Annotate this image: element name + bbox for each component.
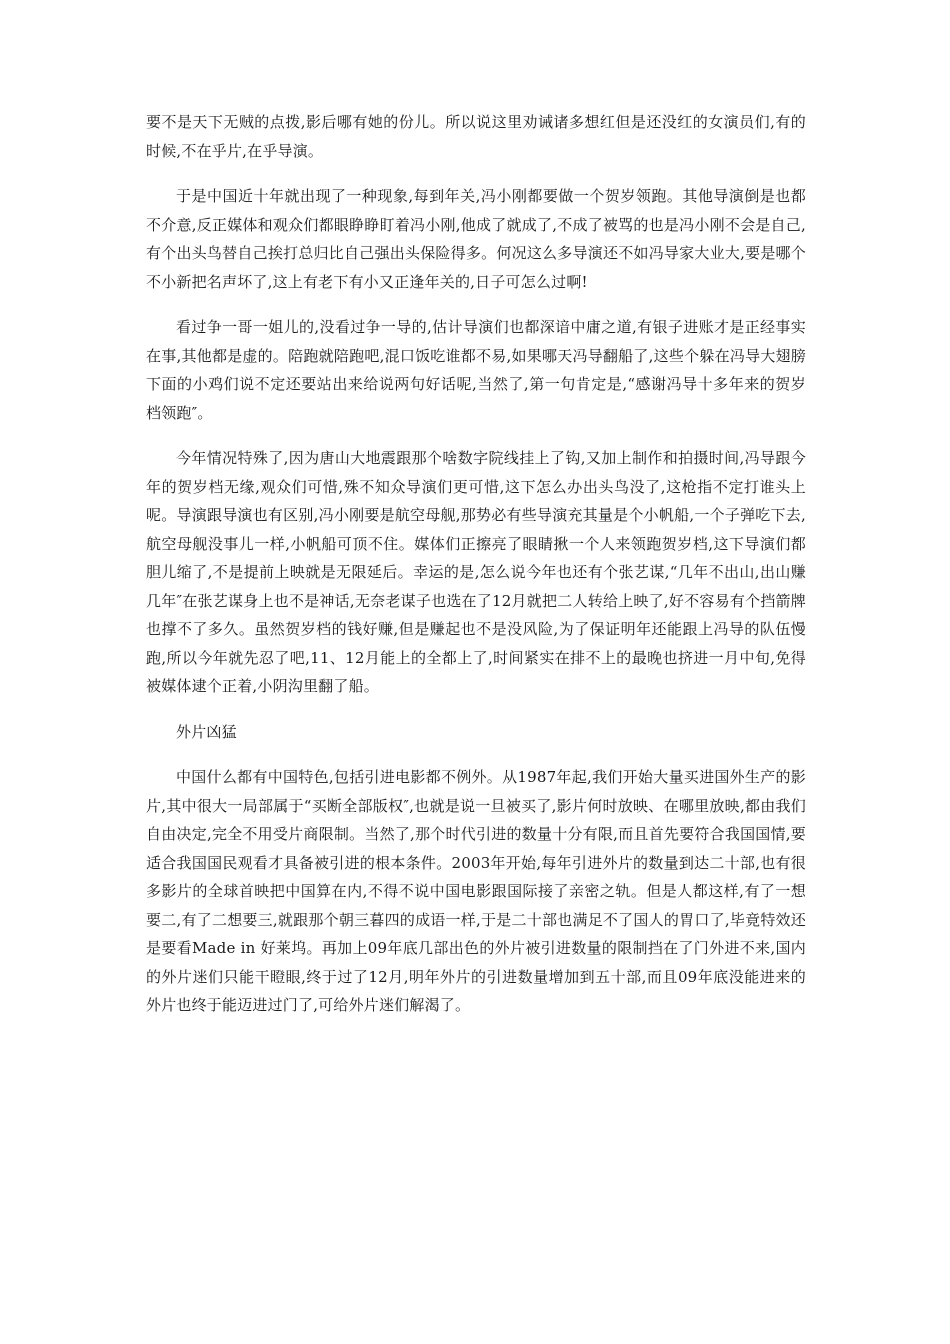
paragraph-this-year: 今年情况特殊了,因为唐山大地震跟那个啥数字院线挂上了钩,又加上制作和拍摄时间,冯导跟今年的贺岁档无缘,观众们可惜,殊不知众导演们更可惜,这下怎么办出头鸟没了,这枪指不定打谁头上呢。导演跟导演也有区别,冯小刚要是航空母舰,那势必有些导演充其量是个小帆船,一个子弹吃下去,航空母舰没事儿一样,小帆船可顶不住。媒体们正擦亮了眼睛揪一个人来领跑贺岁档,这下导演们都胆儿缩了,不是提前上映就是无限延后。幸运的是,怎么说今年也还有个张艺谋,“几年不出山,出山赚几年″在张艺谋身上也不是神话,无奈老谋子也选在了12月就把二人转给上映了,好不容易有个挡箭牌也撑不了多久。虽然贺岁档的钱好赚,但是赚起也不是没风险,为了保证明年还能跟上冯导的队伍慢跑,所以今年就先忍了吧,11、12月能上的全都上了,时间紧实在排不上的最晚也挤进一月中旬,免得被媒体逮个正着,小阴沟里翻了船。 <box>146 449 806 695</box>
document-page <box>146 108 806 1037</box>
paragraph-pacing: 看过争一哥一姐儿的,没看过争一导的,估计导演们也都深谙中庸之道,有银子进账才是正经事实在事,其他都是虚的。陪跑就陪跑吧,混口饭吃谁都不易,如果哪天冯导翻船了,这些个躲在冯导大翅膀下面的小鸡们说不定还要站出来给说两句好话呢,当然了,第一句肯定是,“感谢冯导十多年来的贺岁档领跑″。 <box>146 318 806 422</box>
paragraph-annual-phenomenon: 于是中国近十年就出现了一种现象,每到年关,冯小刚都要做一个贺岁领跑。其他导演倒是也都不介意,反正媒体和观众们都眼睁睁盯着冯小刚,他成了就成了,不成了被骂的也是冯小刚不会是自己,有个出头鸟替自己挨打总归比自己强出头保险得多。何况这么多导演还不如冯导家大业大,要是哪个不小新把名声坏了,这上有老下有小又正逢年关的,日子可怎么过啊! <box>146 187 806 291</box>
paragraph-foreign-films: 中国什么都有中国特色,包括引进电影都不例外。从1987年起,我们开始大量买进国外生产的影片,其中很大一局部属于“买断全部版权″,也就是说一旦被买了,影片何时放映、在哪里放映,都由我们自由决定,完全不用受片商限制。当然了,那个时代引进的数量十分有限,而且首先要符合我国国情,要适合我国国民观看才具备被引进的根本条件。2003年开始,每年引进外片的数量到达二十部,也有很多影片的全球首映把中国算在内,不得不说中国电影跟国际接了亲密之轨。但是人都这样,有了一想要二,有了二想要三,就跟那个朝三暮四的成语一样,于是二十部也满足不了国人的胃口了,毕竟特效还是要看Made in 好莱坞。再加上09年底几部出色的外片被引进数量的限制挡在了门外进不来,国内的外片迷们只能干瞪眼,终于过了12月,明年外片的引进数量增加到五十部,而且09年底没能进来的外片也终于能迈进过门了,可给外片迷们解渴了。 <box>146 768 806 1014</box>
paragraph-continued: 要不是天下无贼的点拨,影后哪有她的份儿。所以说这里劝诫诸多想红但是还没红的女演员们,有的时候,不在乎片,在乎导演。 <box>146 113 806 160</box>
section-heading: 外片凶猛 <box>176 722 237 741</box>
